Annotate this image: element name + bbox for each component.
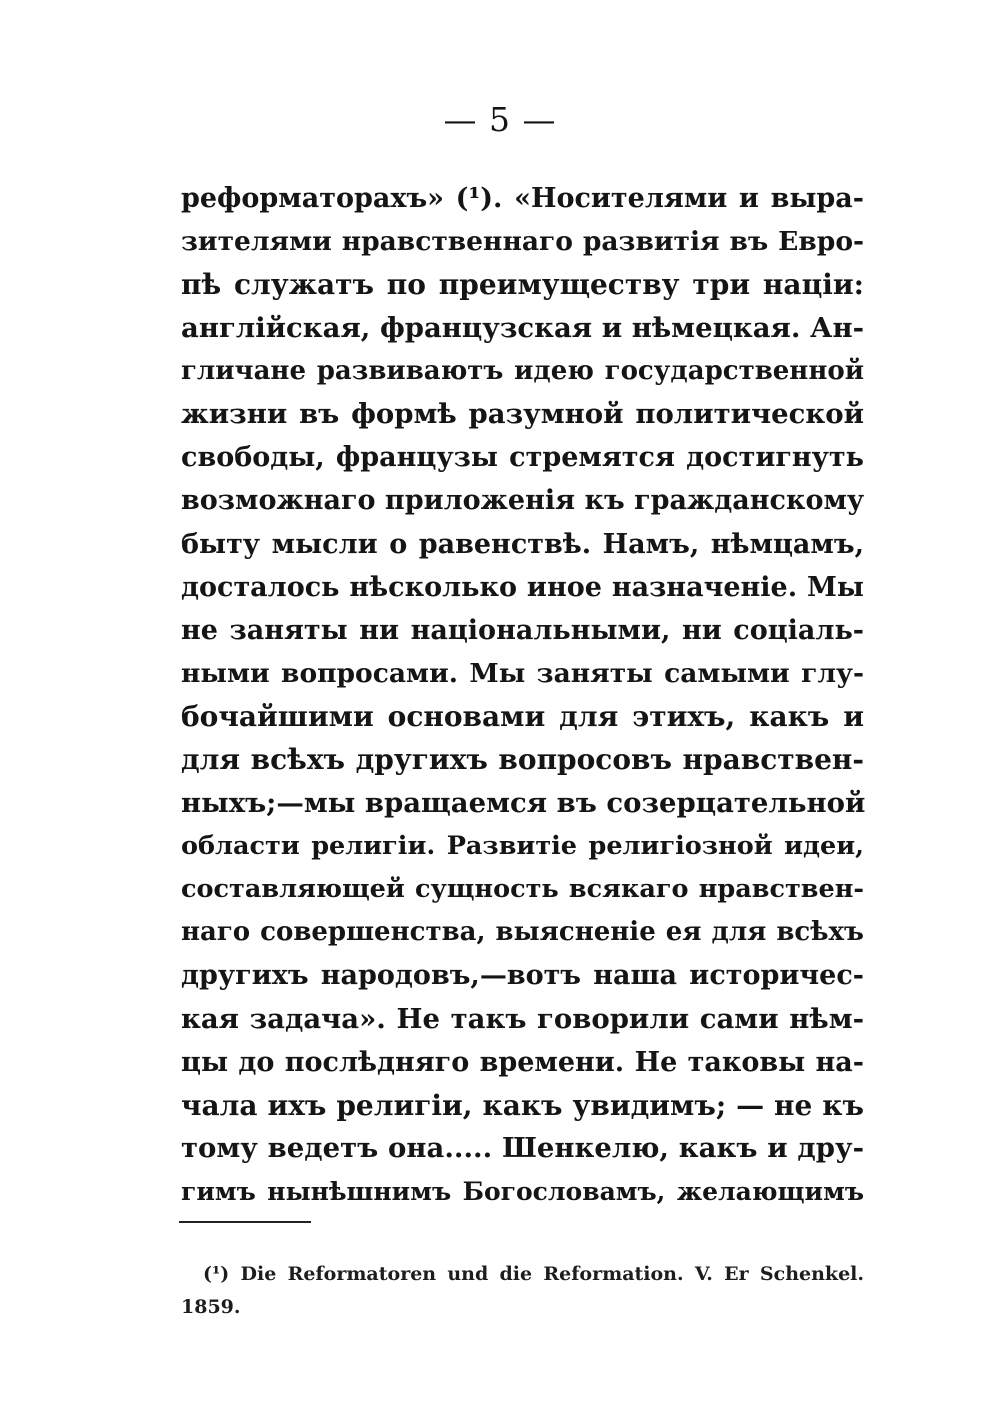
footnote-line: 1859.: [181, 1296, 241, 1318]
text-line: чала ихъ религіи, какъ увидимъ; — не къ: [181, 1088, 864, 1122]
text-line: другихъ народовъ,—вотъ наша историчес-: [181, 960, 864, 992]
text-line: зителями нравственнаго развитія въ Евро-: [181, 226, 864, 258]
text-line: быту мысли о равенствѣ. Намъ, нѣмцамъ,: [181, 528, 864, 560]
text-line: гличане развиваютъ идею государственной: [181, 355, 864, 386]
text-line: составляющей сущность всякаго нравствен-: [181, 874, 864, 904]
text-line: цы до послѣдняго времени. Не таковы на-: [181, 1046, 864, 1078]
footnote: [181, 1258, 864, 1324]
text-line: пѣ служатъ по преимуществу три націи:: [181, 268, 864, 302]
text-line: жизни въ формѣ разумной политической: [181, 397, 864, 430]
text-line: для всѣхъ другихъ вопросовъ нравствен-: [181, 743, 864, 777]
page-number: — 5 —: [443, 100, 557, 139]
text-line: гимъ нынѣшнимъ Богословамъ, желающимъ: [181, 1177, 864, 1207]
text-line: не заняты ни національными, ни соціаль-: [181, 614, 864, 646]
text-line: наго совершенства, выясненіе ея для всѣхъ: [181, 917, 864, 948]
text-line: досталось нѣсколько иное назначеніе. Мы: [181, 571, 864, 603]
body-text: [181, 177, 864, 1214]
text-line: англійская, французская и нѣмецкая. Ан-: [181, 311, 864, 344]
text-line: кая задача». Не такъ говорили сами нѣм-: [181, 1002, 864, 1035]
text-line: свободы, французы стремятся достигнуть: [181, 442, 864, 474]
footnote-divider: [179, 1221, 311, 1223]
footnote-line: (¹) Die Reformatoren und die Reformation. V. Er Schenkel.: [203, 1263, 864, 1285]
text-line: реформаторахъ» (¹). «Носителями и выра-: [181, 183, 864, 214]
text-line: ными вопросами. Мы заняты самыми глу-: [181, 658, 864, 690]
text-line: бочайшими основами для этихъ, какъ и: [181, 700, 864, 734]
text-line: тому ведетъ она..... Шенкелю, какъ и дру-: [181, 1132, 864, 1165]
text-line: ныхъ;—мы вращаемся въ созерцательной: [181, 786, 866, 819]
text-line: области религіи. Развитіе религіозной идеи,: [181, 830, 864, 861]
text-line: возможнаго приложенія къ гражданскому: [181, 485, 865, 517]
